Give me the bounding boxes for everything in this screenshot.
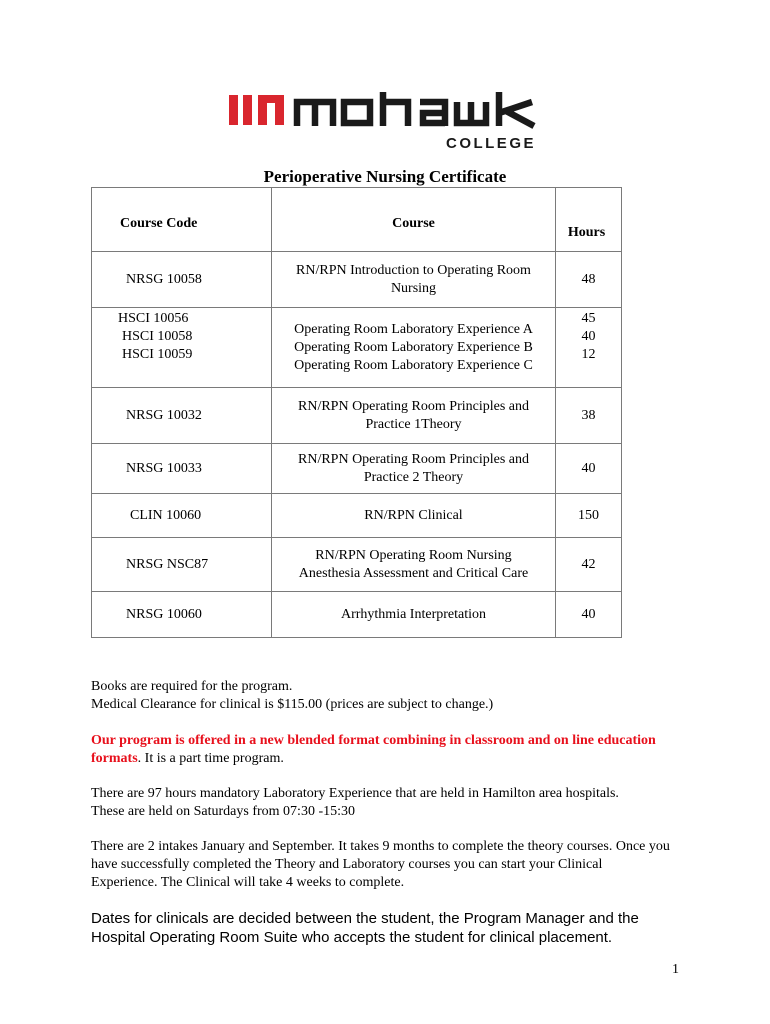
- course-code-cell: [92, 308, 272, 388]
- course-name-cell: [272, 592, 556, 638]
- course-code: HSCI 10059: [122, 347, 193, 362]
- logo-bar: [243, 95, 252, 125]
- course-hours-cell: [556, 538, 622, 592]
- logo-college-text: COLLEGE: [445, 135, 536, 152]
- course-code: NRSG 10033: [126, 460, 202, 476]
- intakes-paragraph: There are 2 intakes January and September. It takes 9 months to complete the theory courses. Once you have successfully completed the Theory and Laboratory courses you can start your Clinical Experience. The Clinical will take 4 weeks to complete.: [91, 839, 670, 890]
- course-hours: 40: [581, 606, 596, 622]
- course-name-cell: [272, 252, 556, 308]
- course-hours: 42: [581, 556, 596, 572]
- course-code-cell: [92, 444, 272, 494]
- logo-bar: [229, 95, 238, 125]
- course-name: Anesthesia Assessment and Critical Care: [298, 565, 529, 581]
- course-code: NRSG 10032: [126, 407, 202, 423]
- course-code: HSCI 10058: [122, 329, 193, 344]
- course-code-cell: [92, 592, 272, 638]
- table-row: [92, 538, 622, 592]
- course-name-cell: [272, 388, 556, 444]
- course-hours: 48: [581, 271, 596, 287]
- course-code: CLIN 10060: [130, 507, 202, 523]
- table-row: [92, 388, 622, 444]
- course-hours: 40: [581, 329, 596, 344]
- course-code-cell: [92, 388, 272, 444]
- course-name: Operating Room Laboratory Experience B: [294, 339, 533, 355]
- course-name: RN/RPN Operating Room Nursing: [315, 547, 512, 563]
- books-note: Books are required for the program.: [91, 679, 293, 694]
- course-name: RN/RPN Operating Room Principles and: [298, 398, 529, 414]
- course-name: Operating Room Laboratory Experience C: [294, 357, 533, 373]
- course-code-cell: [92, 494, 272, 538]
- course-hours: 40: [581, 460, 596, 476]
- table-row: [92, 592, 622, 638]
- clinical-dates-paragraph: Dates for clinicals are decided between the student, the Program Manager and the Hospital Operating Room Suite who accepts the student for clinical placement.: [91, 910, 639, 946]
- header-hours: Hours: [556, 188, 622, 252]
- course-hours-cell: [556, 388, 622, 444]
- table-row: [92, 494, 622, 538]
- table-row: [92, 444, 622, 494]
- blended-format-paragraph: [91, 732, 691, 768]
- header-course: Course: [272, 188, 556, 252]
- lab-hours-paragraph: There are 97 hours mandatory Laboratory Experience that are held in Hamilton area hospitals. These are held on Saturdays from 07:30 -15:30: [91, 786, 619, 819]
- course-name-cell: [272, 494, 556, 538]
- course-hours: 38: [581, 407, 596, 423]
- blended-format-highlight: Our program is offered in a new blended format combining in classroom and on line education formats: [91, 733, 656, 766]
- course-name: Practice 1Theory: [365, 416, 462, 432]
- table-row: [92, 252, 622, 308]
- course-name-cell: [272, 538, 556, 592]
- logo-wordmark: [297, 92, 534, 126]
- mohawk-college-logo: [0, 0, 770, 160]
- course-hours-cell: [556, 592, 622, 638]
- course-name: RN/RPN Introduction to Operating Room: [296, 262, 531, 278]
- course-name: RN/RPN Operating Room Principles and: [298, 451, 529, 467]
- course-name: Practice 2 Theory: [363, 469, 464, 485]
- course-hours: 12: [581, 347, 596, 362]
- course-name: Operating Room Laboratory Experience A: [294, 321, 533, 337]
- page-number: 1: [672, 962, 679, 977]
- course-code: NRSG 10058: [126, 271, 202, 287]
- blended-format-rest: . It is a part time program.: [137, 751, 284, 766]
- course-name: Nursing: [390, 280, 437, 296]
- requirements-text: [91, 678, 691, 714]
- logo-bar: [258, 95, 284, 125]
- course-name-cell: [272, 308, 556, 388]
- course-name-cell: [272, 444, 556, 494]
- course-hours-cell: [556, 252, 622, 308]
- course-name: Arrhythmia Interpretation: [340, 606, 486, 622]
- header-course-code: Course Code: [92, 188, 272, 252]
- course-hours-cell: [556, 444, 622, 494]
- course-code-cell: [92, 252, 272, 308]
- course-code: NRSG NSC87: [126, 556, 209, 572]
- table-row: [92, 308, 622, 388]
- course-code: HSCI 10056: [118, 311, 189, 326]
- page-title: Perioperative Nursing Certificate: [263, 167, 507, 186]
- table-header-row: [92, 188, 622, 252]
- course-code: NRSG 10060: [126, 606, 202, 622]
- course-hours-cell: [556, 308, 622, 388]
- course-table: [91, 187, 622, 638]
- course-hours: 45: [581, 311, 596, 326]
- course-code-cell: [92, 538, 272, 592]
- course-hours-cell: [556, 494, 622, 538]
- medical-clearance-note: Medical Clearance for clinical is $115.00 (prices are subject to change.): [91, 697, 494, 712]
- course-hours: 150: [578, 507, 599, 523]
- course-name: RN/RPN Clinical: [364, 507, 463, 523]
